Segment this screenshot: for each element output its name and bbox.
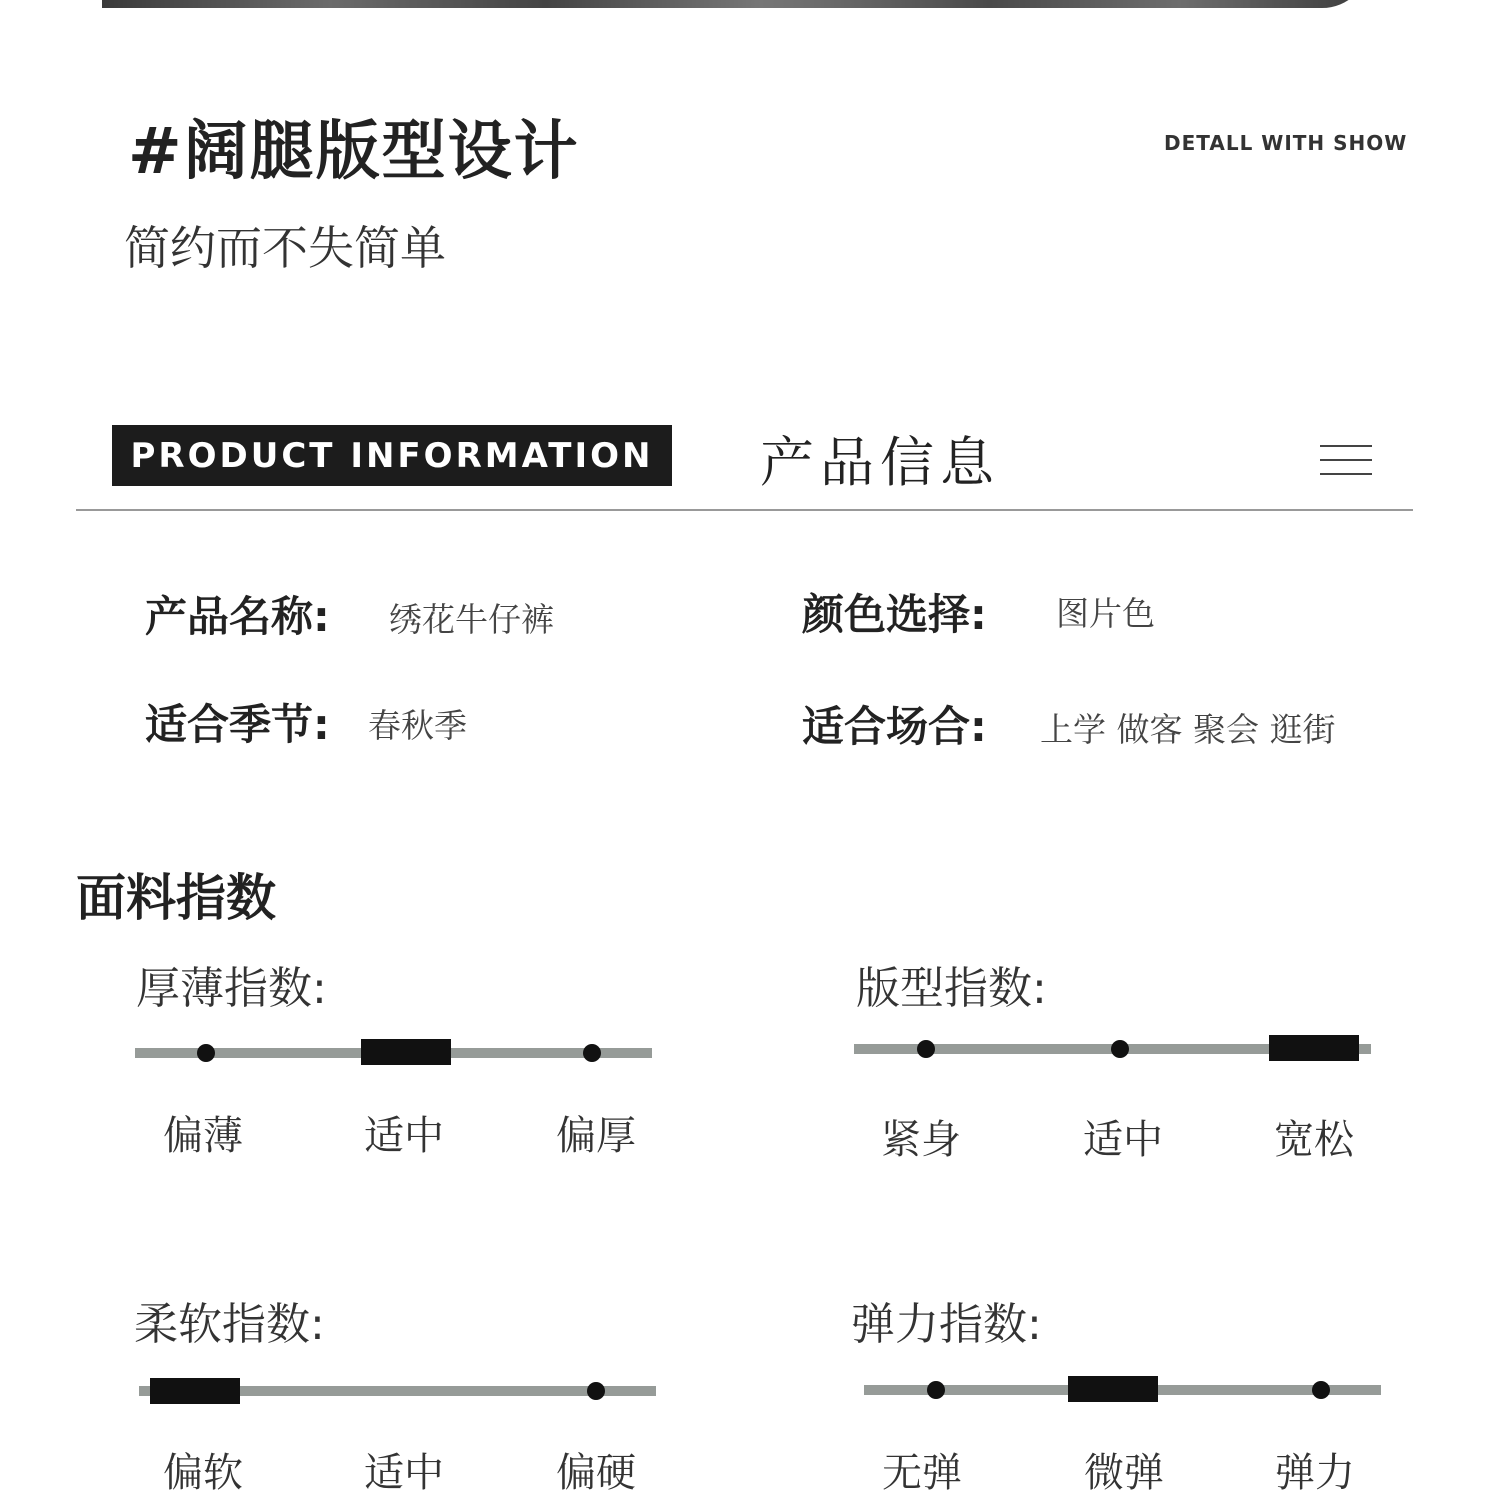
info-value-occasion: 上学 做客 聚会 逛街 [1040,710,1336,749]
softness-option-label: 适中 [364,1450,444,1496]
info-value-season: 春秋季 [368,706,467,745]
fit-index-label: 版型指数: [856,963,1047,1014]
info-label-occasion: 适合场合: [802,702,987,751]
softness-index-label: 柔软指数: [134,1299,325,1350]
elasticity-option-label: 弹力 [1275,1450,1355,1496]
design-subtitle: 简约而不失简单 [124,221,446,275]
info-label-season: 适合季节: [145,700,330,749]
softness-selected-marker [150,1378,240,1404]
elasticity-selected-marker [1068,1376,1158,1402]
product-info-banner: PRODUCT INFORMATION [112,425,672,486]
thickness-index-label: 厚薄指数: [136,963,327,1014]
fit-option-label: 紧身 [881,1117,961,1163]
fit-selected-marker [1269,1035,1359,1061]
elasticity-option-label: 无弹 [882,1450,962,1496]
product-photo-strip [102,0,1370,8]
info-value-color: 图片色 [1056,594,1155,633]
fit-option-dot [917,1040,935,1058]
info-label-name: 产品名称: [145,592,330,641]
design-title: #阔腿版型设计 [128,115,580,189]
detail-label: DETALL WITH SHOW [1164,131,1408,155]
softness-option-dot [587,1382,605,1400]
fit-option-dot [1111,1040,1129,1058]
elasticity-index-label: 弹力指数: [851,1299,1042,1350]
elasticity-option-label: 微弹 [1084,1450,1164,1496]
thickness-selected-marker [361,1039,451,1065]
section-divider [76,509,1413,511]
elasticity-option-dot [1312,1381,1330,1399]
softness-option-label: 偏软 [163,1450,243,1496]
fabric-index-title: 面料指数 [76,869,276,927]
thickness-option-dot [583,1044,601,1062]
thickness-option-label: 偏薄 [163,1113,243,1159]
thickness-option-label: 偏厚 [556,1113,636,1159]
fit-option-label: 适中 [1083,1117,1163,1163]
thickness-option-label: 适中 [364,1113,444,1159]
fit-option-label: 宽松 [1274,1117,1354,1163]
product-info-title: 产品信息 [760,431,1000,494]
thickness-option-dot [197,1044,215,1062]
info-label-color: 颜色选择: [802,590,987,639]
info-value-name: 绣花牛仔裤 [389,600,554,639]
softness-option-label: 偏硬 [556,1450,636,1496]
elasticity-option-dot [927,1381,945,1399]
menu-icon[interactable] [1320,445,1372,475]
